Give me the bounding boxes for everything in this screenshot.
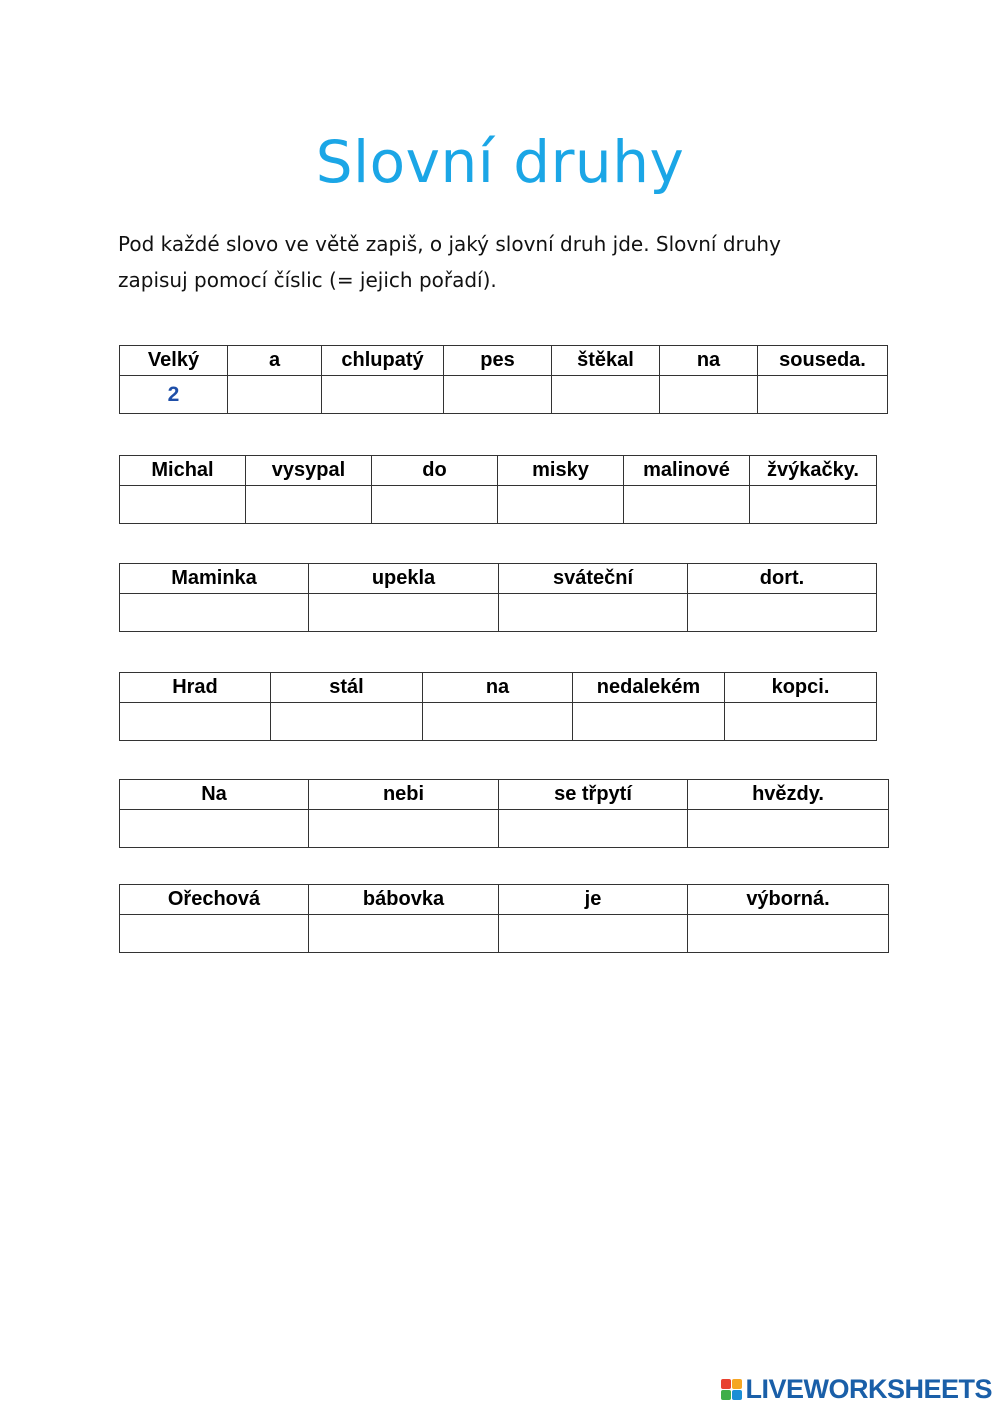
answer-cell <box>660 376 758 414</box>
answer-cell <box>309 810 499 848</box>
word-cell: stál <box>271 673 423 703</box>
answer-input[interactable] <box>271 703 422 740</box>
word-cell: pes <box>444 346 552 376</box>
word-cell: do <box>372 456 498 486</box>
answer-input[interactable] <box>120 810 308 847</box>
word-cell: Hrad <box>120 673 271 703</box>
answer-cell <box>309 594 499 632</box>
answer-cell <box>271 703 423 741</box>
word-cell: Velký <box>120 346 228 376</box>
exercise-table-1 <box>119 345 888 414</box>
logo-square-red <box>721 1379 731 1389</box>
word-cell: bábovka <box>309 885 499 915</box>
answer-cell <box>499 810 688 848</box>
answer-input[interactable] <box>552 376 659 413</box>
instructions-line-1: Pod každé slovo ve větě zapiš, o jaký slovní druh jde. Slovní druhy <box>118 232 781 256</box>
answer-cell <box>624 486 750 524</box>
answer-cell <box>246 486 372 524</box>
answer-input[interactable] <box>660 376 757 413</box>
answer-input[interactable] <box>309 810 498 847</box>
word-cell: nedalekém <box>573 673 725 703</box>
answer-input[interactable] <box>499 915 687 952</box>
liveworksheets-brand <box>721 1374 992 1405</box>
logo-square-orange <box>732 1379 742 1389</box>
word-cell: žvýkačky. <box>750 456 877 486</box>
answer-cell <box>725 703 877 741</box>
word-cell: je <box>499 885 688 915</box>
word-cell: vysypal <box>246 456 372 486</box>
answer-cell <box>120 376 228 414</box>
answer-cell <box>688 594 877 632</box>
liveworksheets-wordmark: LIVEWORKSHEETS <box>745 1374 992 1404</box>
exercise-table-6 <box>119 884 889 953</box>
answer-cell <box>120 486 246 524</box>
answer-input[interactable] <box>499 810 687 847</box>
exercise-table-3 <box>119 563 877 632</box>
exercise-table-4 <box>119 672 877 741</box>
answer-cell <box>498 486 624 524</box>
word-cell: výborná. <box>688 885 889 915</box>
answer-cell <box>120 810 309 848</box>
answer-input[interactable] <box>423 703 572 740</box>
answer-input[interactable] <box>688 594 876 631</box>
answer-input[interactable] <box>688 915 888 952</box>
answer-input[interactable] <box>498 486 623 523</box>
page-title: Slovní druhy <box>315 128 685 196</box>
answer-input[interactable] <box>573 703 724 740</box>
answer-cell <box>758 376 888 414</box>
word-cell: na <box>660 346 758 376</box>
answer-cell <box>750 486 877 524</box>
word-cell: hvězdy. <box>688 780 889 810</box>
instructions <box>118 226 878 298</box>
answer-input[interactable] <box>750 486 876 523</box>
answer-cell <box>120 703 271 741</box>
answer-input[interactable] <box>322 376 443 413</box>
word-cell: a <box>228 346 322 376</box>
answer-input[interactable] <box>444 376 551 413</box>
liveworksheets-logo-icon <box>721 1379 742 1400</box>
answer-input[interactable] <box>120 915 308 952</box>
answer-cell <box>688 915 889 953</box>
answer-cell <box>372 486 498 524</box>
word-cell: misky <box>498 456 624 486</box>
answer-cell <box>309 915 499 953</box>
answer-cell <box>499 915 688 953</box>
instructions-line-2: zapisuj pomocí číslic (= jejich pořadí). <box>118 268 497 292</box>
word-cell: chlupatý <box>322 346 444 376</box>
word-cell: dort. <box>688 564 877 594</box>
word-cell: sváteční <box>499 564 688 594</box>
exercise-table-5 <box>119 779 889 848</box>
word-cell: štěkal <box>552 346 660 376</box>
word-cell: Maminka <box>120 564 309 594</box>
word-cell: se třpytí <box>499 780 688 810</box>
word-cell: malinové <box>624 456 750 486</box>
answer-cell <box>499 594 688 632</box>
answer-cell <box>552 376 660 414</box>
answer-input[interactable] <box>758 376 887 413</box>
logo-square-green <box>721 1390 731 1400</box>
answer-input[interactable] <box>228 376 321 413</box>
answer-cell <box>228 376 322 414</box>
answer-cell <box>120 594 309 632</box>
answer-input[interactable] <box>372 486 497 523</box>
word-cell: upekla <box>309 564 499 594</box>
word-cell: kopci. <box>725 673 877 703</box>
answer-cell <box>120 915 309 953</box>
answer-input[interactable] <box>309 594 498 631</box>
answer-input[interactable] <box>120 703 270 740</box>
answer-cell <box>423 703 573 741</box>
answer-input[interactable] <box>120 594 308 631</box>
word-cell: Michal <box>120 456 246 486</box>
logo-square-blue <box>732 1390 742 1400</box>
answer-input[interactable] <box>120 376 227 413</box>
word-cell: souseda. <box>758 346 888 376</box>
answer-cell <box>444 376 552 414</box>
word-cell: na <box>423 673 573 703</box>
answer-input[interactable] <box>120 486 245 523</box>
word-cell: Na <box>120 780 309 810</box>
answer-cell <box>688 810 889 848</box>
word-cell: Ořechová <box>120 885 309 915</box>
answer-input[interactable] <box>624 486 749 523</box>
answer-input[interactable] <box>725 703 876 740</box>
answer-cell <box>573 703 725 741</box>
answer-cell <box>322 376 444 414</box>
answer-input[interactable] <box>688 810 888 847</box>
exercise-table-2 <box>119 455 877 524</box>
answer-input[interactable] <box>246 486 371 523</box>
answer-input[interactable] <box>309 915 498 952</box>
word-cell: nebi <box>309 780 499 810</box>
answer-input[interactable] <box>499 594 687 631</box>
